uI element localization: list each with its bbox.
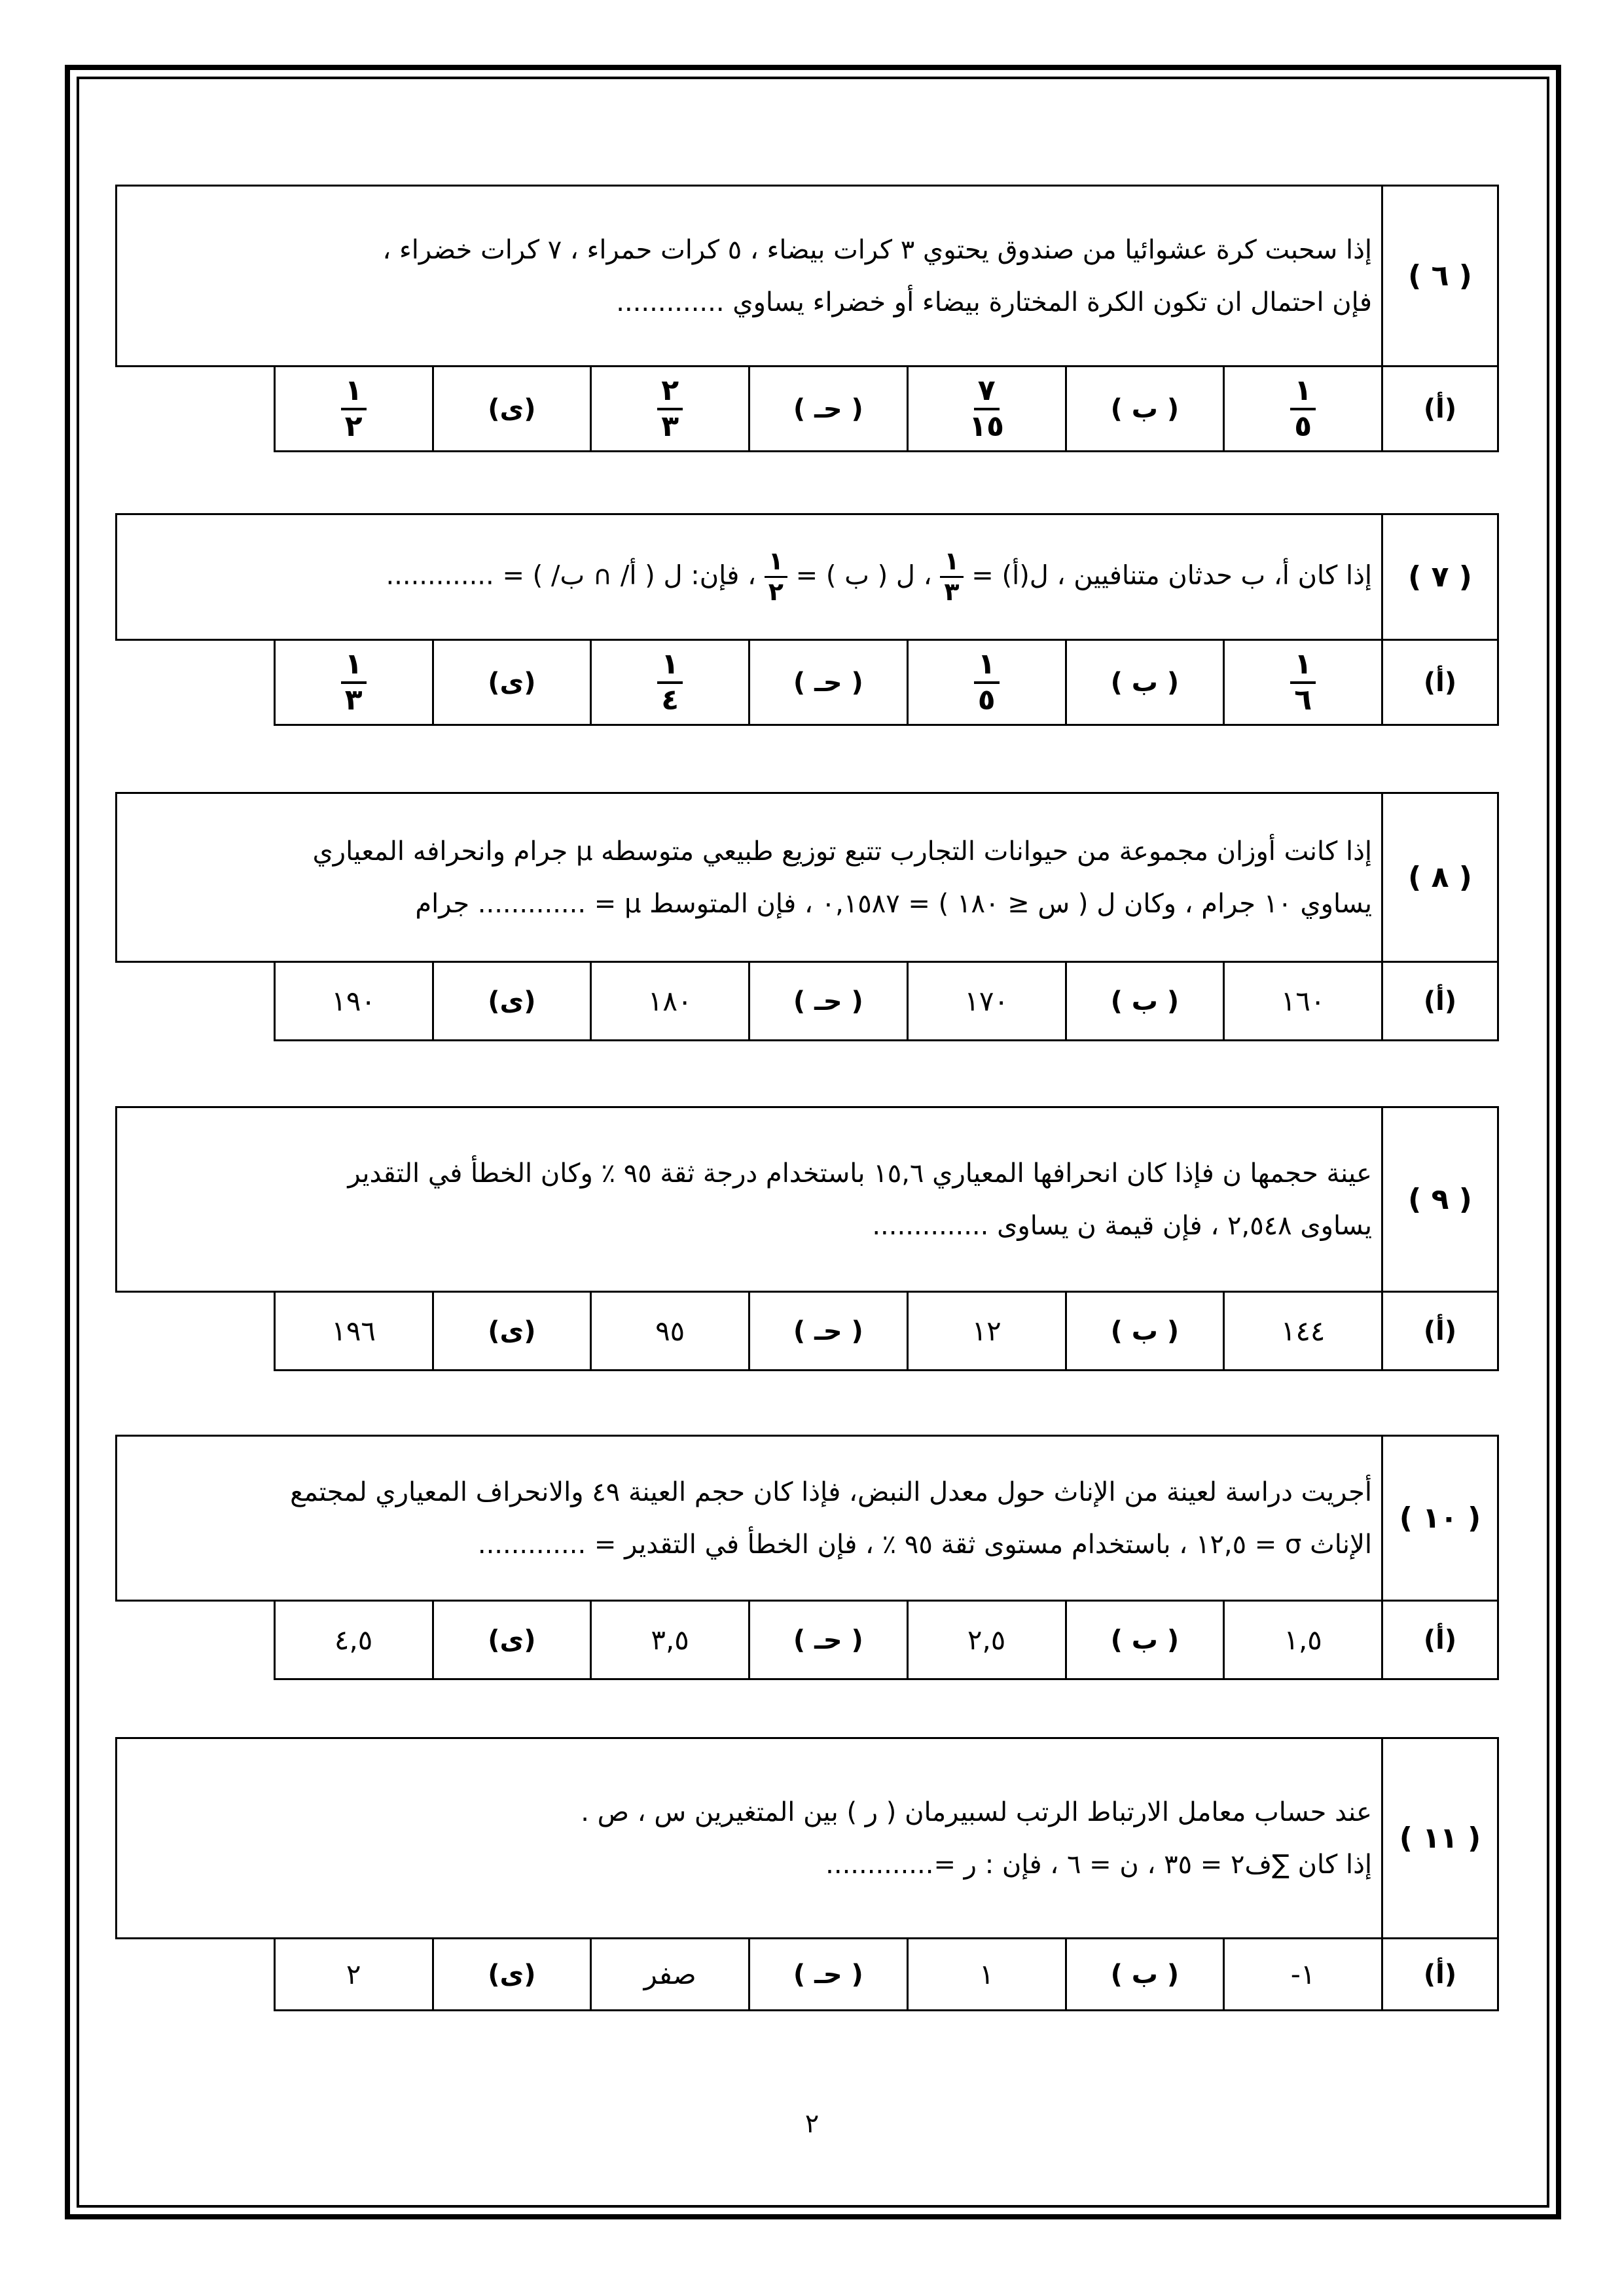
choice-label-c: ( حـ ) — [749, 367, 908, 452]
choice-a[interactable]: ١- — [1224, 1939, 1382, 2011]
choice-label-b: ( ب ) — [1066, 1292, 1224, 1371]
choice-label-d: (ى) — [433, 1292, 591, 1371]
choice-a[interactable] — [1224, 640, 1382, 725]
choice-label-c: ( حـ ) — [749, 962, 908, 1041]
choice-label-d: (ى) — [433, 962, 591, 1041]
choice-d[interactable]: ٤,٥ — [274, 1601, 433, 1679]
choice-label-d: (ى) — [433, 367, 591, 452]
fraction: $\frac{١}{٥}$ — [1290, 376, 1316, 441]
choice-b[interactable]: ١٧٠ — [907, 962, 1066, 1041]
fraction: $\frac{٧}{١٥}$ — [969, 374, 1004, 443]
question-line: عينة حجمها ن فإذا كان انحرافها المعياري ١٥,٦ باستخدام درجة ثقة ٩٥ ٪ وكان الخطأ في التقدير — [348, 1158, 1372, 1189]
choice-label-c: ( حـ ) — [749, 640, 908, 725]
question-text — [117, 1107, 1382, 1292]
choice-a[interactable]: ١٦٠ — [1224, 962, 1382, 1041]
question-line: الإناث σ = ١٢,٥ ، باستخدام مستوى ثقة ٩٥ ٪ ، فإن الخطأ في التقدير = ............. — [477, 1529, 1372, 1560]
choice-label-b: ( ب ) — [1066, 1601, 1224, 1679]
choice-label-b: ( ب ) — [1066, 962, 1224, 1041]
choice-label-c: ( حـ ) — [749, 1292, 908, 1371]
choice-a[interactable]: ١,٥ — [1224, 1601, 1382, 1679]
choice-b[interactable]: ٢,٥ — [907, 1601, 1066, 1679]
choice-b[interactable]: ١٢ — [907, 1292, 1066, 1371]
page-number: ٢ — [804, 2109, 820, 2139]
choice-d[interactable] — [274, 367, 433, 452]
choice-c[interactable]: ١٨٠ — [591, 962, 749, 1041]
choice-label-b: ( ب ) — [1066, 1939, 1224, 2011]
choice-a[interactable] — [1224, 367, 1382, 452]
choice-label-c: ( حـ ) — [749, 1939, 908, 2011]
fraction: $\frac{١}{٦}$ — [1290, 649, 1316, 715]
question-number: ( ١١ ) — [1382, 1738, 1498, 1939]
choice-label-d: (ى) — [433, 1601, 591, 1679]
question-text — [117, 186, 1382, 367]
choice-label-d: (ى) — [433, 1939, 591, 2011]
choice-c[interactable] — [591, 367, 749, 452]
choice-label-a: (أ) — [1382, 1601, 1498, 1679]
question-number: ( ١٠ ) — [1382, 1436, 1498, 1601]
fraction: $\frac{٢}{٣}$ — [657, 376, 683, 441]
question-text — [117, 1738, 1382, 1939]
fraction: $\frac{١}{٢}$ — [341, 376, 367, 441]
question-text — [117, 514, 1382, 640]
choice-c[interactable]: ٩٥ — [591, 1292, 749, 1371]
question-text — [117, 1436, 1382, 1601]
choice-c[interactable] — [591, 640, 749, 725]
question-line: إذا كانت أوزان مجموعة من حيوانات التجارب تتبع توزيع طبيعي متوسطه μ جرام وانحرافه المعياري — [312, 836, 1372, 867]
question-6 — [115, 185, 1499, 452]
question-line: إذا سحبت كرة عشوائيا من صندوق يحتوي ٣ كرات بيضاء ، ٥ كرات حمراء ، ٧ كرات خضراء ، — [382, 234, 1372, 265]
choice-label-a: (أ) — [1382, 367, 1498, 452]
choice-c[interactable]: ٣,٥ — [591, 1601, 749, 1679]
choice-b[interactable]: ١ — [907, 1939, 1066, 2011]
question-text-part: إذا كان أ، ب حدثان متنافيين ، ل(أ) = — [971, 560, 1372, 591]
fraction: $\frac{١}{٤}$ — [657, 649, 683, 715]
choice-d[interactable]: ١٩٦ — [274, 1292, 433, 1371]
choice-label-b: ( ب ) — [1066, 640, 1224, 725]
choice-label-c: ( حـ ) — [749, 1601, 908, 1679]
choice-d[interactable]: ١٩٠ — [274, 962, 433, 1041]
question-number: ( ٩ ) — [1382, 1107, 1498, 1292]
question-line: عند حساب معامل الارتباط الرتب لسبيرمان ( ر ) بين المتغيرين س ، ص . — [581, 1797, 1372, 1827]
choice-b[interactable] — [907, 640, 1066, 725]
question-number: ( ٦ ) — [1382, 186, 1498, 367]
question-text — [117, 793, 1382, 962]
question-text-part: ، فإن: ل ( أ/ ∩ ب/ ) = ............. — [386, 560, 757, 591]
question-number: ( ٨ ) — [1382, 793, 1498, 962]
choice-label-d: (ى) — [433, 640, 591, 725]
fraction: $\frac{١}{٣}$ — [940, 548, 963, 605]
choice-b[interactable] — [907, 367, 1066, 452]
question-number: ( ٧ ) — [1382, 514, 1498, 640]
choice-d[interactable]: ٢ — [274, 1939, 433, 2011]
question-7 — [115, 513, 1499, 726]
question-line: أجريت دراسة لعينة من الإناث حول معدل النبض، فإذا كان حجم العينة ٤٩ والانحراف المعياري لمجتمع — [290, 1477, 1372, 1507]
question-line: يساوي ١٠ جرام ، وكان ل ( س ≤ ١٨٠ ) = ٠,١٥٨٧ ، فإن المتوسط μ = ............. جرام — [415, 888, 1372, 919]
choice-label-a: (أ) — [1382, 1292, 1498, 1371]
question-line: يساوى ٢,٥٤٨ ، فإن قيمة ن يساوى .............. — [872, 1210, 1372, 1241]
question-line: فإن احتمال ان تكون الكرة المختارة بيضاء أو خضراء يساوي ............. — [616, 287, 1372, 317]
question-9 — [115, 1106, 1499, 1371]
question-text-part: ، ل ( ب ) = — [795, 560, 932, 591]
choice-label-b: ( ب ) — [1066, 367, 1224, 452]
question-line: إذا كان ∑ف٢ = ٣٥ ، ن = ٦ ، فإن : ر =............. — [825, 1849, 1372, 1880]
question-10 — [115, 1435, 1499, 1680]
question-8 — [115, 792, 1499, 1041]
choice-label-a: (أ) — [1382, 640, 1498, 725]
fraction: $\frac{١}{٥}$ — [974, 649, 1000, 715]
choice-label-a: (أ) — [1382, 1939, 1498, 2011]
fraction: $\frac{١}{٣}$ — [341, 649, 367, 715]
choice-d[interactable] — [274, 640, 433, 725]
question-11 — [115, 1737, 1499, 2011]
choice-label-a: (أ) — [1382, 962, 1498, 1041]
choice-c[interactable]: صفر — [591, 1939, 749, 2011]
choice-a[interactable]: ١٤٤ — [1224, 1292, 1382, 1371]
fraction: $\frac{١}{٢}$ — [765, 548, 787, 605]
